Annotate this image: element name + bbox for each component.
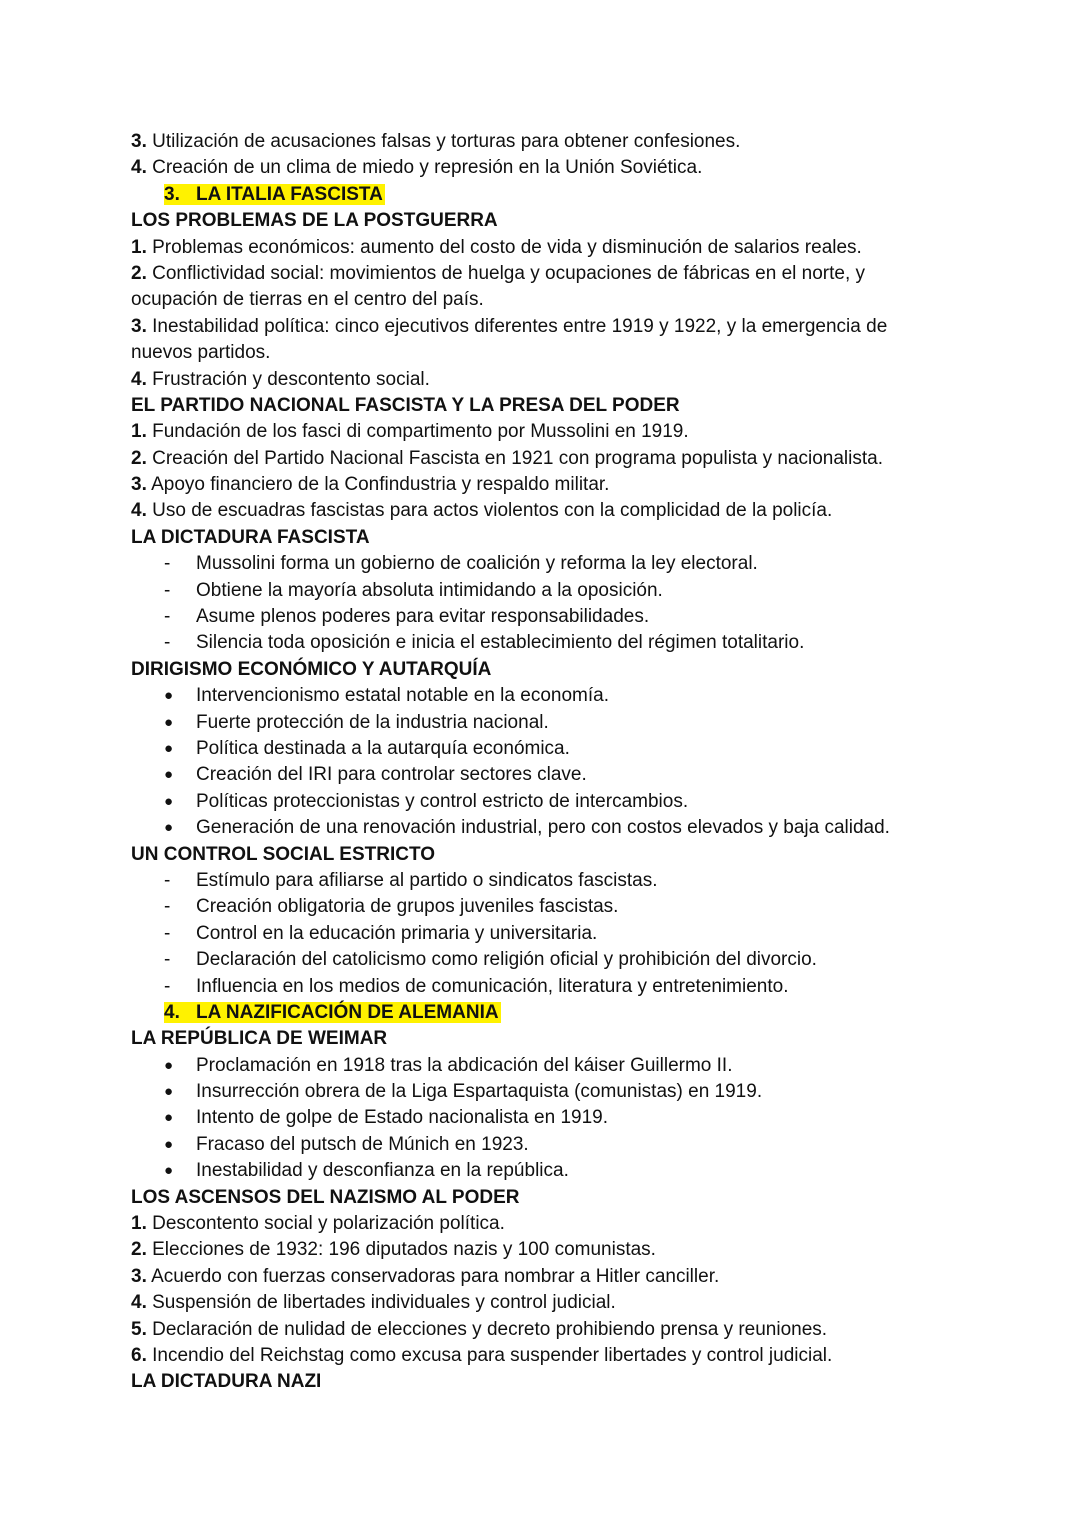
section-heading [131, 182, 1011, 208]
dash-list-item [131, 630, 1011, 656]
dash-marker: - [164, 553, 171, 575]
bullet-icon: ● [164, 687, 174, 705]
dash-marker: - [164, 606, 171, 628]
subheading: LOS ASCENSOS DEL NAZISMO AL PODER [131, 1186, 520, 1208]
bullet-list-item [131, 1132, 1011, 1158]
dash-marker: - [164, 869, 171, 891]
item-text: Intento de golpe de Estado nacionalista en 1919. [196, 1107, 608, 1129]
numbered-item [131, 1264, 1011, 1290]
item-number: 4. [131, 157, 147, 179]
item-text: Obtiene la mayoría absoluta intimidando a la oposición. [196, 579, 663, 601]
item-text: Descontento social y polarización política. [146, 1213, 505, 1235]
bullet-icon: ● [164, 739, 174, 757]
numbered-item [131, 1317, 1011, 1343]
bullet-icon: ● [164, 792, 174, 810]
numbered-item [131, 1237, 1011, 1263]
item-text: Control en la educación primaria y universitaria. [196, 922, 598, 944]
bullet-list-item [131, 1105, 1011, 1131]
numbered-item [131, 314, 1011, 340]
numbered-item [131, 1343, 1011, 1369]
subheading: EL PARTIDO NACIONAL FASCISTA Y LA PRESA DEL PODER [131, 394, 680, 416]
highlighted-section-title [164, 184, 385, 205]
item-text: Inestabilidad y desconfianza en la república. [196, 1160, 569, 1182]
item-text: Intervencionismo estatal notable en la economía. [196, 685, 609, 707]
bullet-list-item [131, 736, 1011, 762]
bullet-list-item [131, 762, 1011, 788]
subheading: DIRIGISMO ECONÓMICO Y AUTARQUÍA [131, 658, 492, 680]
item-text: Incendio del Reichstag como excusa para suspender libertades y control judicial. [146, 1344, 833, 1366]
bullet-icon: ● [164, 1109, 174, 1127]
subheading: LA DICTADURA FASCISTA [131, 526, 370, 548]
item-text: Creación del IRI para controlar sectores clave. [196, 764, 587, 786]
dash-list-item [131, 578, 1011, 604]
item-text: Utilización de acusaciones falsas y torturas para obtener confesiones. [146, 131, 741, 152]
dash-marker: - [164, 896, 171, 918]
numbered-item [131, 498, 1011, 524]
section-title: LA NAZIFICACIÓN DE ALEMANIA [196, 1001, 499, 1023]
bullet-list-item [131, 710, 1011, 736]
subheading: LOS PROBLEMAS DE LA POSTGUERRA [131, 210, 498, 232]
item-number: 3. [131, 131, 147, 152]
numbered-item [131, 446, 1011, 472]
numbered-item [131, 1290, 1011, 1316]
section-heading [131, 1000, 1011, 1026]
bullet-icon: ● [164, 766, 174, 784]
item-text: Políticas proteccionistas y control estricto de intercambios. [196, 790, 689, 812]
item-text: Influencia en los medios de comunicación, literatura y entretenimiento. [196, 975, 789, 997]
item-number: 3. [131, 315, 147, 337]
item-text: Acuerdo con fuerzas conservadoras para nombrar a Hitler canciller. [146, 1265, 720, 1287]
dash-list-item [131, 974, 1011, 1000]
highlighted-section-title [164, 1002, 501, 1023]
bullet-icon: ● [164, 1083, 174, 1101]
section-title: LA ITALIA FASCISTA [196, 183, 383, 205]
dash-list-item [131, 604, 1011, 630]
item-text: Elecciones de 1932: 196 diputados nazis y 100 comunistas. [146, 1239, 656, 1261]
bullet-icon: ● [164, 1135, 174, 1153]
item-text: Frustración y descontento social. [146, 368, 430, 390]
item-text: Declaración del catolicismo como religión oficial y prohibición del divorcio. [196, 949, 817, 971]
item-text: Creación del Partido Nacional Fascista en 1921 con programa populista y nacionalista. [146, 447, 883, 469]
item-number: 3. [131, 474, 147, 496]
item-number: 4. [131, 500, 147, 522]
bullet-icon: ● [164, 819, 174, 837]
dash-marker: - [164, 579, 171, 601]
item-number: 1. [131, 1213, 147, 1235]
numbered-item [131, 261, 1011, 287]
numbered-item [131, 1211, 1011, 1237]
numbered-item [131, 419, 1011, 445]
item-text: Apoyo financiero de la Confindustria y respaldo militar. [146, 474, 610, 496]
item-number: 2. [131, 262, 147, 284]
item-text: Proclamación en 1918 tras la abdicación del káiser Guillermo II. [196, 1054, 733, 1076]
item-text: Generación de una renovación industrial, pero con costos elevados y baja calidad. [196, 817, 890, 839]
item-number: 2. [131, 1239, 147, 1261]
item-number: 6. [131, 1344, 147, 1366]
item-text: Política destinada a la autarquía económica. [196, 737, 570, 759]
item-text: Creación de un clima de miedo y represión en la Unión Soviética. [146, 157, 703, 179]
subheading: UN CONTROL SOCIAL ESTRICTO [131, 843, 436, 865]
item-number: 2. [131, 447, 147, 469]
bullet-list-item [131, 789, 1011, 815]
item-text: Fracaso del putsch de Múnich en 1923. [196, 1133, 529, 1155]
item-text: Creación obligatoria de grupos juveniles fascistas. [196, 896, 619, 918]
numbered-item [131, 235, 1011, 261]
dash-list-item [131, 894, 1011, 920]
dash-marker: - [164, 922, 171, 944]
document-page [131, 129, 1011, 1396]
item-text: Declaración de nulidad de elecciones y decreto prohibiendo prensa y reuniones. [146, 1318, 828, 1340]
dash-list-item [131, 868, 1011, 894]
item-text: Problemas económicos: aumento del costo de vida y disminución de salarios reales. [146, 236, 862, 258]
item-number: 1. [131, 236, 147, 258]
dash-marker: - [164, 975, 171, 997]
item-text: Inestabilidad política: cinco ejecutivos diferentes entre 1919 y 1922, y la emergencia de [146, 315, 888, 337]
subheading: LA REPÚBLICA DE WEIMAR [131, 1028, 388, 1050]
item-text: Uso de escuadras fascistas para actos violentos con la complicidad de la policía. [146, 500, 833, 522]
item-number: 4. [131, 368, 147, 390]
bullet-icon: ● [164, 1162, 174, 1180]
dash-marker: - [164, 949, 171, 971]
item-text: Estímulo para afiliarse al partido o sindicatos fascistas. [196, 869, 658, 891]
item-text: Asume plenos poderes para evitar responsabilidades. [196, 606, 650, 628]
bullet-icon: ● [164, 1056, 174, 1074]
dash-list-item [131, 551, 1011, 577]
item-text: Mussolini forma un gobierno de coalición y reforma la ley electoral. [196, 553, 758, 575]
bullet-list-item [131, 815, 1011, 841]
bullet-icon: ● [164, 713, 174, 731]
section-number: 3. [164, 183, 180, 205]
numbered-item [131, 129, 1011, 155]
item-text: Fundación de los fasci di compartimento por Mussolini en 1919. [146, 421, 689, 443]
item-text: Silencia toda oposición e inicia el establecimiento del régimen totalitario. [196, 632, 805, 654]
item-text: Conflictividad social: movimientos de huelga y ocupaciones de fábricas en el norte, y [146, 262, 866, 284]
numbered-item [131, 367, 1011, 393]
bullet-list-item [131, 1079, 1011, 1105]
bullet-list-item [131, 1158, 1011, 1184]
dash-list-item [131, 947, 1011, 973]
bullet-list-item [131, 683, 1011, 709]
dash-marker: - [164, 632, 171, 654]
item-number: 1. [131, 421, 147, 443]
dash-list-item [131, 921, 1011, 947]
item-text: Fuerte protección de la industria nacional. [196, 711, 549, 733]
continuation-text: nuevos partidos. [131, 342, 271, 364]
section-number: 4. [164, 1001, 180, 1023]
continuation-text: ocupación de tierras en el centro del país. [131, 289, 484, 311]
subheading: LA DICTADURA NAZI [131, 1371, 322, 1393]
item-number: 4. [131, 1292, 147, 1314]
numbered-item [131, 472, 1011, 498]
bullet-list-item [131, 1053, 1011, 1079]
item-number: 5. [131, 1318, 147, 1340]
item-text: Suspensión de libertades individuales y control judicial. [146, 1292, 616, 1314]
item-text: Insurrección obrera de la Liga Espartaquista (comunistas) en 1919. [196, 1081, 763, 1103]
item-number: 3. [131, 1265, 147, 1287]
numbered-item [131, 155, 1011, 181]
